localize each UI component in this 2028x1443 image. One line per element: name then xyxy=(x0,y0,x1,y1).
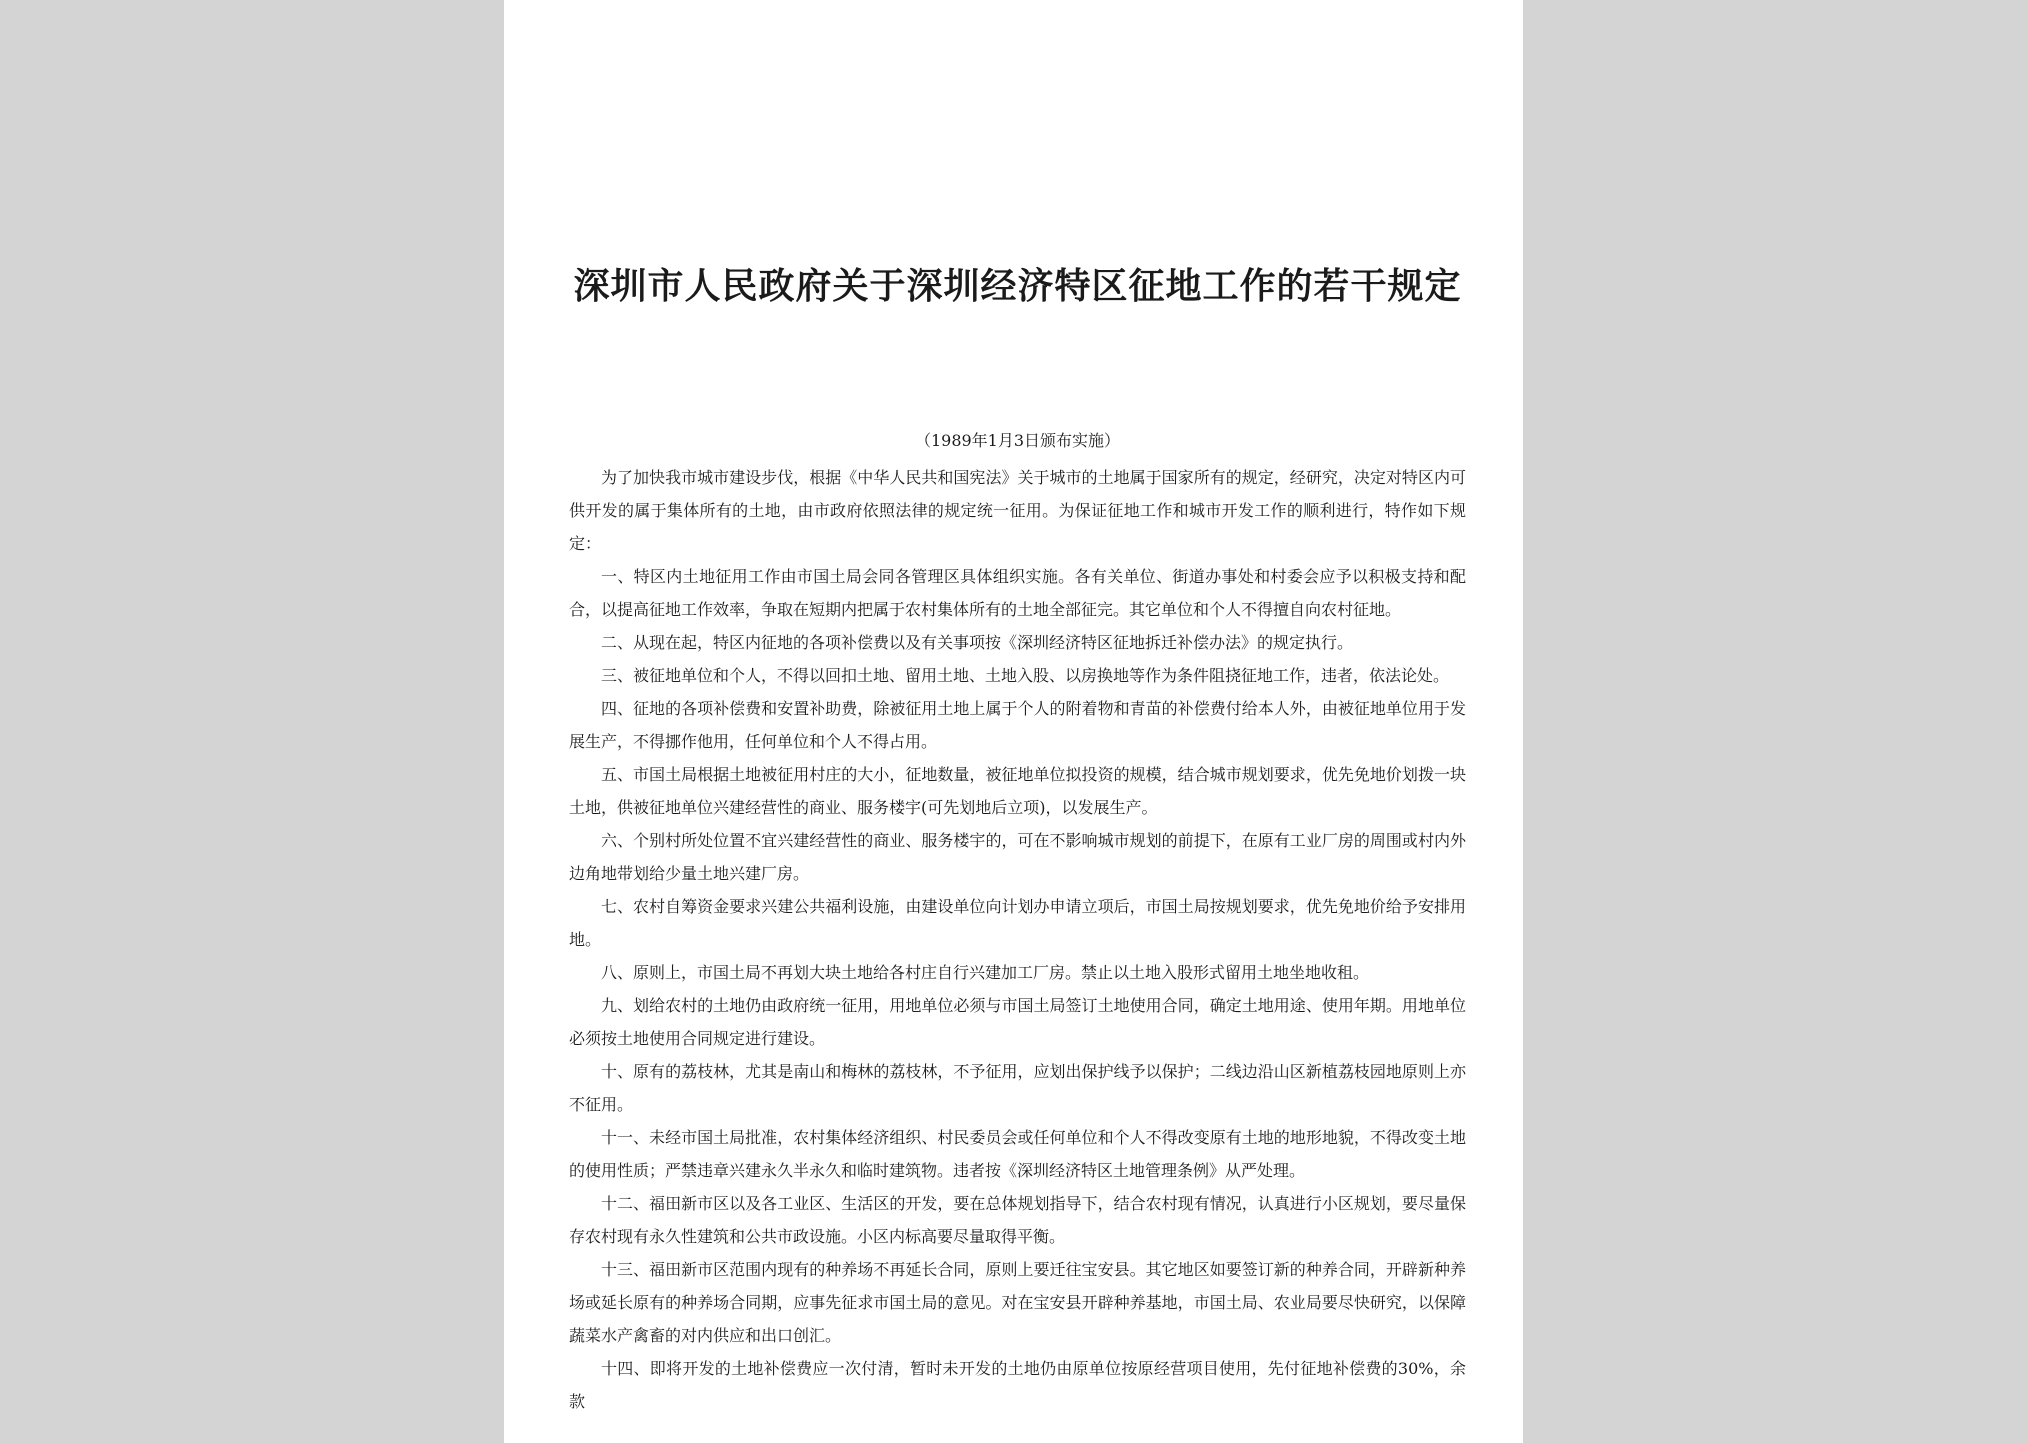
paragraph-article-3: 三、被征地单位和个人，不得以回扣土地、留用土地、土地入股、以房换地等作为条件阻挠征地工作，违者，依法论处。 xyxy=(601,666,1450,685)
document-date: （1989年1月3日颁布实施） xyxy=(914,431,1121,450)
document-body xyxy=(569,461,1466,1418)
paragraph-article-8: 八、原则上，市国土局不再划大块土地给各村庄自行兴建加工厂房。禁止以土地入股形式留用土地坐地收租。 xyxy=(601,963,1370,982)
paragraph-article-5: 五、市国土局根据土地被征用村庄的大小，征地数量，被征地单位拟投资的规模，结合城市规划要求，优先免地价划拨一块土地，供被征地单位兴建经营性的商业、服务楼宇(可先划地后立项)，以发展生产。 xyxy=(569,765,1466,817)
paragraph-article-7: 七、农村自筹资金要求兴建公共福利设施，由建设单位向计划办申请立项后，市国土局按规划要求，优先免地价给予安排用地。 xyxy=(569,897,1466,949)
paragraph-article-10: 十、原有的荔枝林，尤其是南山和梅林的荔枝林，不予征用，应划出保护线予以保护；二线边沿山区新植荔枝园地原则上亦不征用。 xyxy=(569,1062,1466,1114)
paragraph-preamble: 为了加快我市城市建设步伐，根据《中华人民共和国宪法》关于城市的土地属于国家所有的规定，经研究，决定对特区内可供开发的属于集体所有的土地，由市政府依照法律的规定统一征用。为保证征地工作和城市开发工作的顺利进行，特作如下规定： xyxy=(569,468,1466,553)
paragraph-article-4: 四、征地的各项补偿费和安置补助费，除被征用土地上属于个人的附着物和青苗的补偿费付给本人外，由被征地单位用于发展生产，不得挪作他用，任何单位和个人不得占用。 xyxy=(569,699,1466,751)
paragraph-article-11: 十一、未经市国土局批准，农村集体经济组织、村民委员会或任何单位和个人不得改变原有土地的地形地貌，不得改变土地的使用性质；严禁违章兴建永久半永久和临时建筑物。违者按《深圳经济特区土地管理条例》从严处理。 xyxy=(569,1128,1466,1180)
paragraph-article-14: 十四、即将开发的土地补偿费应一次付清，暂时未开发的土地仍由原单位按原经营项目使用，先付征地补偿费的30%，余款 xyxy=(569,1359,1466,1411)
document-title: 深圳市人民政府关于深圳经济特区征地工作的若干规定 xyxy=(573,265,1462,307)
paragraph-article-1: 一、特区内土地征用工作由市国土局会同各管理区具体组织实施。各有关单位、街道办事处和村委会应予以积极支持和配合，以提高征地工作效率，争取在短期内把属于农村集体所有的土地全部征完。其它单位和个人不得擅自向农村征地。 xyxy=(569,567,1466,619)
paragraph-article-6: 六、个别村所处位置不宜兴建经营性的商业、服务楼宇的，可在不影响城市规划的前提下，在原有工业厂房的周围或村内外边角地带划给少量土地兴建厂房。 xyxy=(569,831,1466,883)
paragraph-article-2: 二、从现在起，特区内征地的各项补偿费以及有关事项按《深圳经济特区征地拆迁补偿办法》的规定执行。 xyxy=(601,633,1354,652)
document-page xyxy=(504,0,1523,1443)
paragraph-article-12: 十二、福田新市区以及各工业区、生活区的开发，要在总体规划指导下，结合农村现有情况，认真进行小区规划，要尽量保存农村现有永久性建筑和公共市政设施。小区内标高要尽量取得平衡。 xyxy=(569,1194,1466,1246)
paragraph-article-13: 十三、福田新市区范围内现有的种养场不再延长合同，原则上要迁往宝安县。其它地区如要签订新的种养合同，开辟新种养场或延长原有的种养场合同期，应事先征求市国土局的意见。对在宝安县开辟种养基地，市国土局、农业局要尽快研究，以保障蔬菜水产禽畜的对内供应和出口创汇。 xyxy=(569,1260,1466,1345)
paragraph-article-9: 九、划给农村的土地仍由政府统一征用，用地单位必须与市国土局签订土地使用合同，确定土地用途、使用年期。用地单位必须按土地使用合同规定进行建设。 xyxy=(569,996,1466,1048)
